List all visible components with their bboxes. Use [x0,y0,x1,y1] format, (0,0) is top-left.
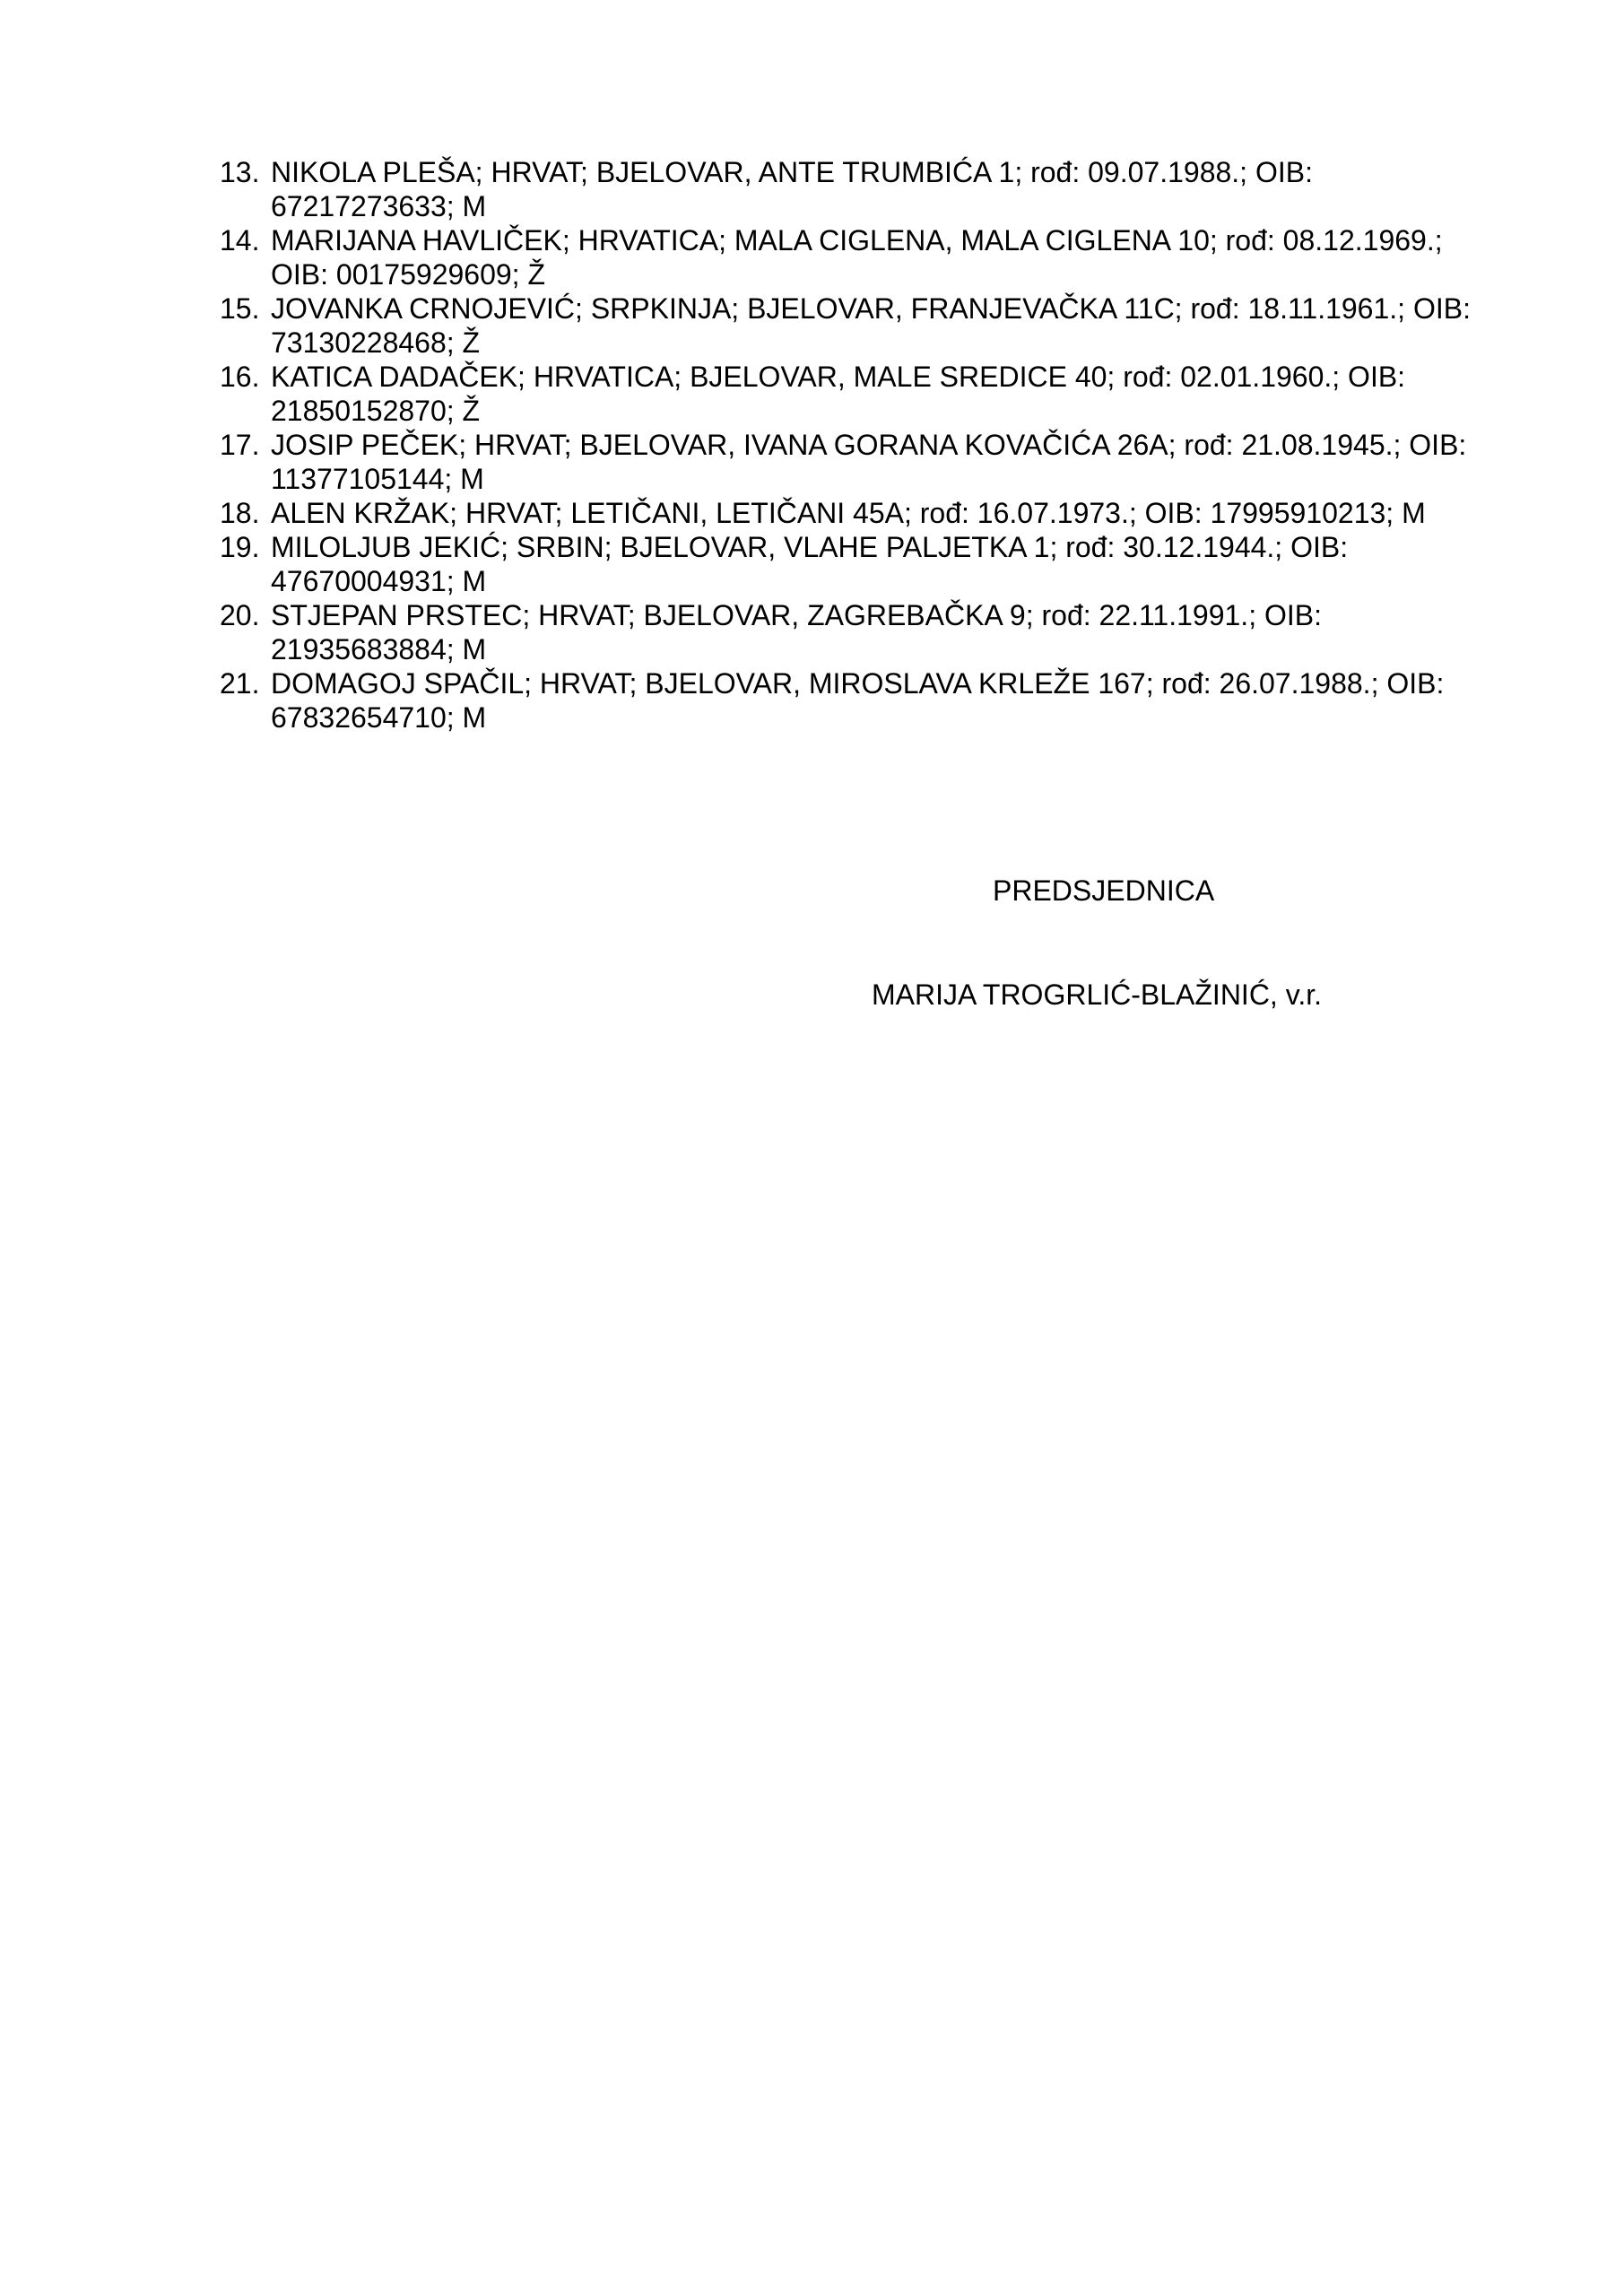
item-text: JOVANKA CRNOJEVIĆ; SRPKINJA; BJELOVAR, FRANJEVAČKA 11C; rođ: 18.11.1961.; OIB: 73130228468; Ž [271,292,1471,359]
list-item [220,155,1493,223]
item-number: 14. [220,224,260,257]
list-item [220,598,1493,666]
item-text: KATICA DADAČEK; HRVATICA; BJELOVAR, MALE SREDICE 40; rođ: 02.01.1960.; OIB: 21850152870; Ž [271,361,1406,427]
list-item [220,666,1493,735]
list-item [220,223,1493,291]
list-item [220,291,1493,360]
item-text: JOSIP PEČEK; HRVAT; BJELOVAR, IVANA GORANA KOVAČIĆA 26A; rođ: 21.08.1945.; OIB: 11377105144; M [271,429,1467,495]
item-number: 17. [220,429,260,461]
list-item [220,360,1493,428]
item-number: 21. [220,667,260,700]
item-number: 18. [220,497,260,529]
item-text: ALEN KRŽAK; HRVAT; LETIČANI, LETIČANI 45A; rođ: 16.07.1973.; OIB: 17995910213; M [271,497,1426,529]
item-text: STJEPAN PRSTEC; HRVAT; BJELOVAR, ZAGREBAČKA 9; rođ: 22.11.1991.; OIB: 21935683884; M [271,599,1322,665]
item-text: MILOLJUB JEKIĆ; SRBIN; BJELOVAR, VLAHE PALJETKA 1; rođ: 30.12.1944.; OIB: 47670004931; M [271,531,1349,597]
list-item [220,496,1493,530]
item-text: MARIJANA HAVLIČEK; HRVATICA; MALA CIGLENA, MALA CIGLENA 10; rođ: 08.12.1969.; OIB: 00175929609; Ž [271,224,1443,291]
item-number: 19. [220,531,260,563]
candidate-list [220,155,1493,735]
item-number: 15. [220,292,260,325]
item-number: 16. [220,361,260,393]
signature-name: MARIJA TROGRLIĆ-BLAŽINIĆ, v.r. [872,978,1322,1011]
item-text: DOMAGOJ SPAČIL; HRVAT; BJELOVAR, MIROSLAVA KRLEŽE 167; rođ: 26.07.1988.; OIB: 67832654710; M [271,667,1445,734]
item-number: 13. [220,156,260,188]
item-text: NIKOLA PLEŠA; HRVAT; BJELOVAR, ANTE TRUMBIĆA 1; rođ: 09.07.1988.; OIB: 67217273633; M [271,156,1313,222]
list-item [220,428,1493,496]
signature-role: PREDSJEDNICA [993,874,1215,907]
item-number: 20. [220,599,260,631]
list-item [220,530,1493,598]
